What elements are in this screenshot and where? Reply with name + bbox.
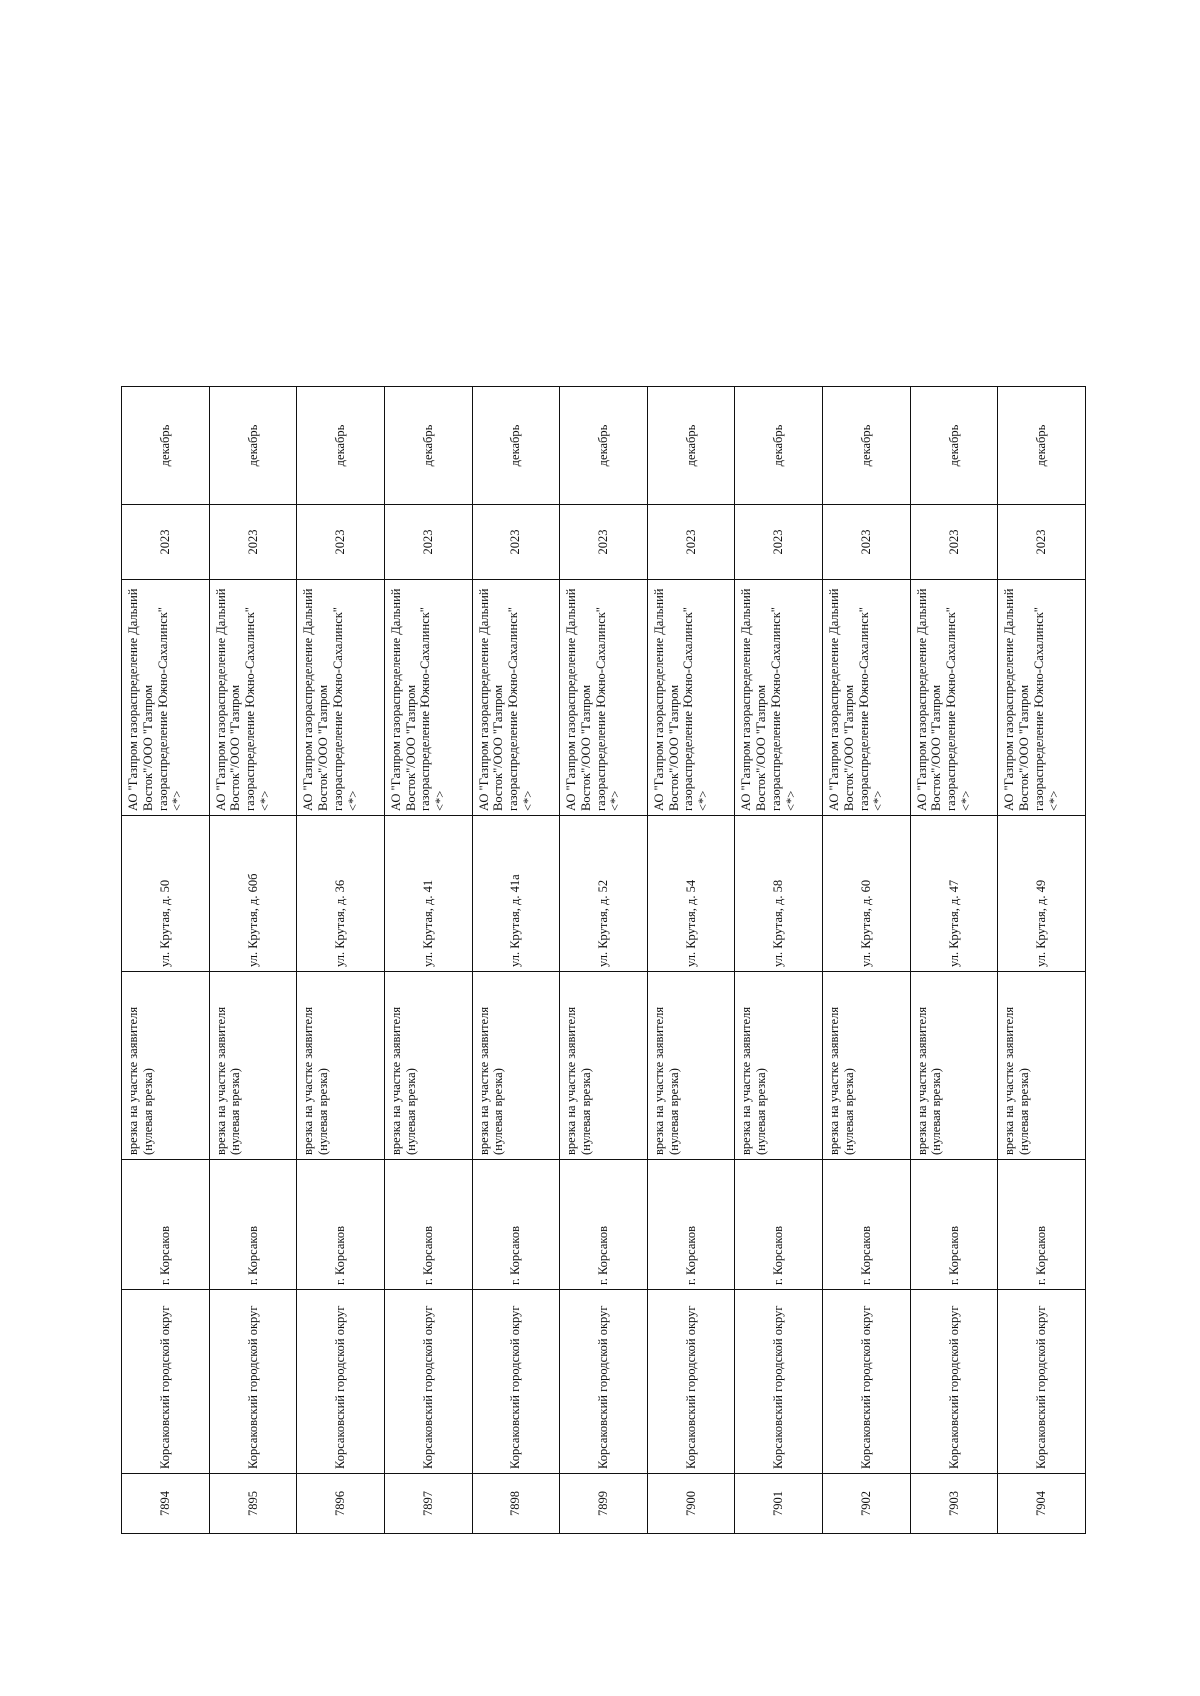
- month-cell: декабрь: [823, 387, 911, 505]
- table-row: [735, 387, 823, 1534]
- year-cell: 2023: [647, 505, 735, 580]
- rotated-table-container: [121, 387, 1086, 1534]
- city-cell: г. Корсаков: [122, 1160, 210, 1290]
- address-cell: ул. Крутая, д. 60б: [209, 816, 297, 972]
- year-cell: 2023: [209, 505, 297, 580]
- address-cell: ул. Крутая, д. 49: [998, 816, 1086, 972]
- table-row: [823, 387, 911, 1534]
- work-type-cell: врезка на участке заявителя (нулевая врезка): [209, 972, 297, 1160]
- organization-cell: АО "Газпром газораспределение Дальний Восток"/ООО "Газпром газораспределение Южно-Сахалинск" <*>: [998, 580, 1086, 816]
- year-cell: 2023: [297, 505, 385, 580]
- table-row: [384, 387, 472, 1534]
- year-cell: 2023: [823, 505, 911, 580]
- city-cell: г. Корсаков: [384, 1160, 472, 1290]
- organization-cell: АО "Газпром газораспределение Дальний Восток"/ООО "Газпром газораспределение Южно-Сахалинск" <*>: [122, 580, 210, 816]
- month-cell: декабрь: [998, 387, 1086, 505]
- organization-cell: АО "Газпром газораспределение Дальний Восток"/ООО "Газпром газораспределение Южно-Сахалинск" <*>: [735, 580, 823, 816]
- year-cell: 2023: [472, 505, 560, 580]
- district-cell: Корсаковский городской округ: [472, 1290, 560, 1474]
- district-cell: Корсаковский городской округ: [384, 1290, 472, 1474]
- organization-cell: АО "Газпром газораспределение Дальний Восток"/ООО "Газпром газораспределение Южно-Сахалинск" <*>: [910, 580, 998, 816]
- address-cell: ул. Крутая, д. 41: [384, 816, 472, 972]
- city-cell: г. Корсаков: [910, 1160, 998, 1290]
- work-type-cell: врезка на участке заявителя (нулевая врезка): [122, 972, 210, 1160]
- address-cell: ул. Крутая, д. 50: [122, 816, 210, 972]
- district-cell: Корсаковский городской округ: [122, 1290, 210, 1474]
- work-type-cell: врезка на участке заявителя (нулевая врезка): [910, 972, 998, 1160]
- month-cell: декабрь: [910, 387, 998, 505]
- address-cell: ул. Крутая, д. 36: [297, 816, 385, 972]
- row-number: 7898: [472, 1474, 560, 1534]
- city-cell: г. Корсаков: [560, 1160, 648, 1290]
- district-cell: Корсаковский городской округ: [209, 1290, 297, 1474]
- row-number: 7899: [560, 1474, 648, 1534]
- organization-cell: АО "Газпром газораспределение Дальний Восток"/ООО "Газпром газораспределение Южно-Сахалинск" <*>: [384, 580, 472, 816]
- year-cell: 2023: [735, 505, 823, 580]
- gasification-schedule-table: [121, 386, 1086, 1534]
- organization-cell: АО "Газпром газораспределение Дальний Восток"/ООО "Газпром газораспределение Южно-Сахалинск" <*>: [472, 580, 560, 816]
- table-row: [297, 387, 385, 1534]
- year-cell: 2023: [560, 505, 648, 580]
- work-type-cell: врезка на участке заявителя (нулевая врезка): [384, 972, 472, 1160]
- work-type-cell: врезка на участке заявителя (нулевая врезка): [823, 972, 911, 1160]
- table-row: [998, 387, 1086, 1534]
- row-number: 7901: [735, 1474, 823, 1534]
- work-type-cell: врезка на участке заявителя (нулевая врезка): [647, 972, 735, 1160]
- city-cell: г. Корсаков: [998, 1160, 1086, 1290]
- table-row: [560, 387, 648, 1534]
- year-cell: 2023: [122, 505, 210, 580]
- organization-cell: АО "Газпром газораспределение Дальний Восток"/ООО "Газпром газораспределение Южно-Сахалинск" <*>: [647, 580, 735, 816]
- year-cell: 2023: [384, 505, 472, 580]
- city-cell: г. Корсаков: [823, 1160, 911, 1290]
- month-cell: декабрь: [560, 387, 648, 505]
- work-type-cell: врезка на участке заявителя (нулевая врезка): [560, 972, 648, 1160]
- district-cell: Корсаковский городской округ: [998, 1290, 1086, 1474]
- organization-cell: АО "Газпром газораспределение Дальний Восток"/ООО "Газпром газораспределение Южно-Сахалинск" <*>: [297, 580, 385, 816]
- city-cell: г. Корсаков: [209, 1160, 297, 1290]
- year-cell: 2023: [910, 505, 998, 580]
- month-cell: декабрь: [297, 387, 385, 505]
- city-cell: г. Корсаков: [647, 1160, 735, 1290]
- month-cell: декабрь: [209, 387, 297, 505]
- address-cell: ул. Крутая, д. 41а: [472, 816, 560, 972]
- row-number: 7894: [122, 1474, 210, 1534]
- district-cell: Корсаковский городской округ: [560, 1290, 648, 1474]
- table-row: [910, 387, 998, 1534]
- organization-cell: АО "Газпром газораспределение Дальний Восток"/ООО "Газпром газораспределение Южно-Сахалинск" <*>: [823, 580, 911, 816]
- work-type-cell: врезка на участке заявителя (нулевая врезка): [998, 972, 1086, 1160]
- district-cell: Корсаковский городской округ: [297, 1290, 385, 1474]
- row-number: 7900: [647, 1474, 735, 1534]
- month-cell: декабрь: [647, 387, 735, 505]
- organization-cell: АО "Газпром газораспределение Дальний Восток"/ООО "Газпром газораспределение Южно-Сахалинск" <*>: [209, 580, 297, 816]
- organization-cell: АО "Газпром газораспределение Дальний Восток"/ООО "Газпром газораспределение Южно-Сахалинск" <*>: [560, 580, 648, 816]
- city-cell: г. Корсаков: [472, 1160, 560, 1290]
- address-cell: ул. Крутая, д. 52: [560, 816, 648, 972]
- row-number: 7895: [209, 1474, 297, 1534]
- district-cell: Корсаковский городской округ: [735, 1290, 823, 1474]
- address-cell: ул. Крутая, д. 47: [910, 816, 998, 972]
- month-cell: декабрь: [384, 387, 472, 505]
- row-number: 7897: [384, 1474, 472, 1534]
- row-number: 7903: [910, 1474, 998, 1534]
- city-cell: г. Корсаков: [735, 1160, 823, 1290]
- row-number: 7904: [998, 1474, 1086, 1534]
- month-cell: декабрь: [735, 387, 823, 505]
- address-cell: ул. Крутая, д. 60: [823, 816, 911, 972]
- district-cell: Корсаковский городской округ: [823, 1290, 911, 1474]
- city-cell: г. Корсаков: [297, 1160, 385, 1290]
- month-cell: декабрь: [472, 387, 560, 505]
- row-number: 7902: [823, 1474, 911, 1534]
- address-cell: ул. Крутая, д. 58: [735, 816, 823, 972]
- year-cell: 2023: [998, 505, 1086, 580]
- address-cell: ул. Крутая, д. 54: [647, 816, 735, 972]
- work-type-cell: врезка на участке заявителя (нулевая врезка): [472, 972, 560, 1160]
- table-row: [122, 387, 210, 1534]
- table-row: [647, 387, 735, 1534]
- month-cell: декабрь: [122, 387, 210, 505]
- work-type-cell: врезка на участке заявителя (нулевая врезка): [735, 972, 823, 1160]
- district-cell: Корсаковский городской округ: [647, 1290, 735, 1474]
- table-row: [209, 387, 297, 1534]
- table-row: [472, 387, 560, 1534]
- row-number: 7896: [297, 1474, 385, 1534]
- district-cell: Корсаковский городской округ: [910, 1290, 998, 1474]
- work-type-cell: врезка на участке заявителя (нулевая врезка): [297, 972, 385, 1160]
